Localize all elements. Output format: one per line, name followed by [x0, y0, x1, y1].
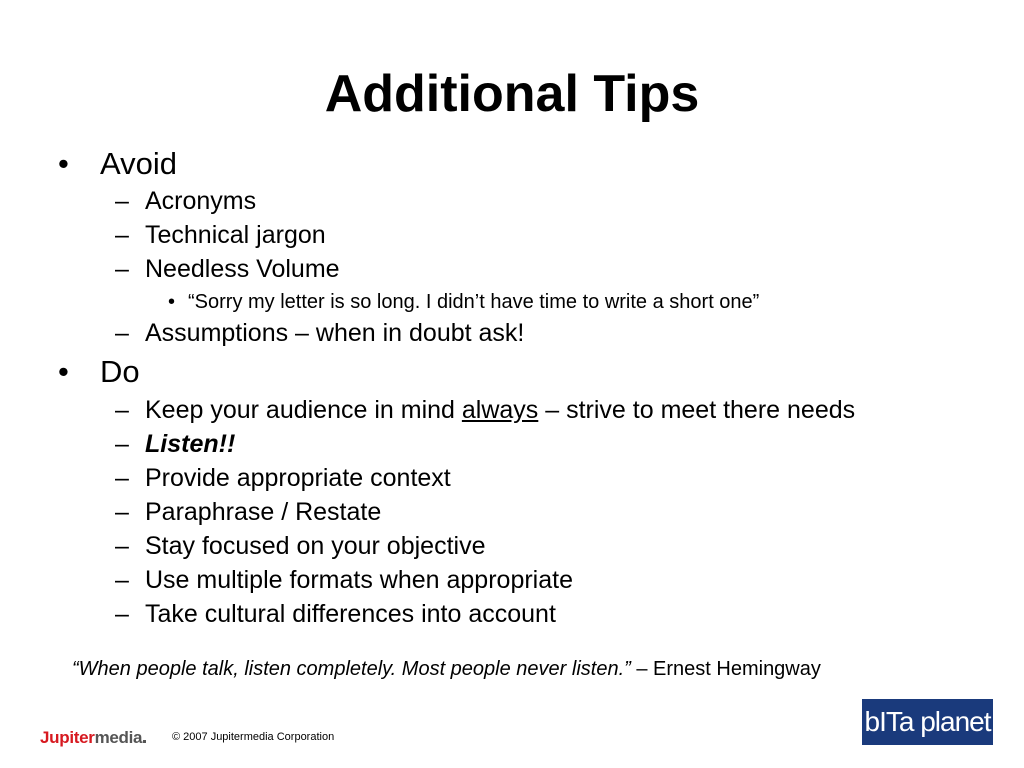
item-text: Stay focused on your objective — [145, 532, 486, 560]
quote-attribution: – Ernest Hemingway — [630, 658, 821, 680]
hemingway-quote — [72, 656, 821, 682]
quote-text: “When people talk, listen completely. Most people never listen.” — [72, 658, 631, 680]
dash-marker: – — [115, 319, 129, 347]
keep-prefix: Keep your audience in mind — [145, 396, 462, 424]
copyright-text: © 2007 Jupitermedia Corporation — [172, 731, 335, 743]
item-text: Paraphrase / Restate — [145, 498, 382, 526]
bullet-label: Do — [100, 354, 140, 389]
item-text: Technical jargon — [145, 221, 326, 249]
bullet-marker: • — [58, 146, 69, 181]
dash-marker: – — [115, 566, 129, 594]
item-text — [145, 395, 855, 425]
dash-marker: – — [115, 187, 129, 215]
listen-text: Listen!! — [145, 430, 236, 458]
dash-marker: – — [115, 464, 129, 492]
bullet-marker: • — [168, 291, 176, 313]
dash-marker: – — [115, 396, 129, 424]
dash-marker: – — [115, 255, 129, 283]
blta-planet-logo: bITa planet — [862, 699, 993, 745]
jupitermedia-logo — [40, 728, 146, 748]
logo-part-jupiter: Jupiter — [40, 728, 95, 747]
dash-marker: – — [115, 532, 129, 560]
dash-marker: – — [115, 430, 129, 458]
item-text: Provide appropriate context — [145, 464, 451, 492]
item-text: Acronyms — [145, 187, 257, 215]
item-text: Assumptions – when in doubt ask! — [145, 319, 525, 347]
emphasis-always: always — [461, 396, 539, 424]
item-text: Use multiple formats when appropriate — [145, 566, 573, 594]
logo-part-media: media — [94, 728, 143, 747]
dash-marker: – — [115, 600, 129, 628]
logo-dot — [143, 740, 146, 743]
bullet-label: Avoid — [100, 146, 177, 181]
dash-marker: – — [115, 221, 129, 249]
keep-suffix: – strive to meet there needs — [538, 396, 856, 424]
slide-title: Additional Tips — [324, 65, 700, 123]
item-text: Take cultural differences into account — [145, 600, 556, 628]
dash-marker: – — [115, 498, 129, 526]
bullet-marker: • — [58, 354, 69, 389]
item-text: Needless Volume — [145, 255, 340, 283]
sub-bullet-text: “Sorry my letter is so long. I didn’t have time to write a short one” — [188, 291, 760, 313]
